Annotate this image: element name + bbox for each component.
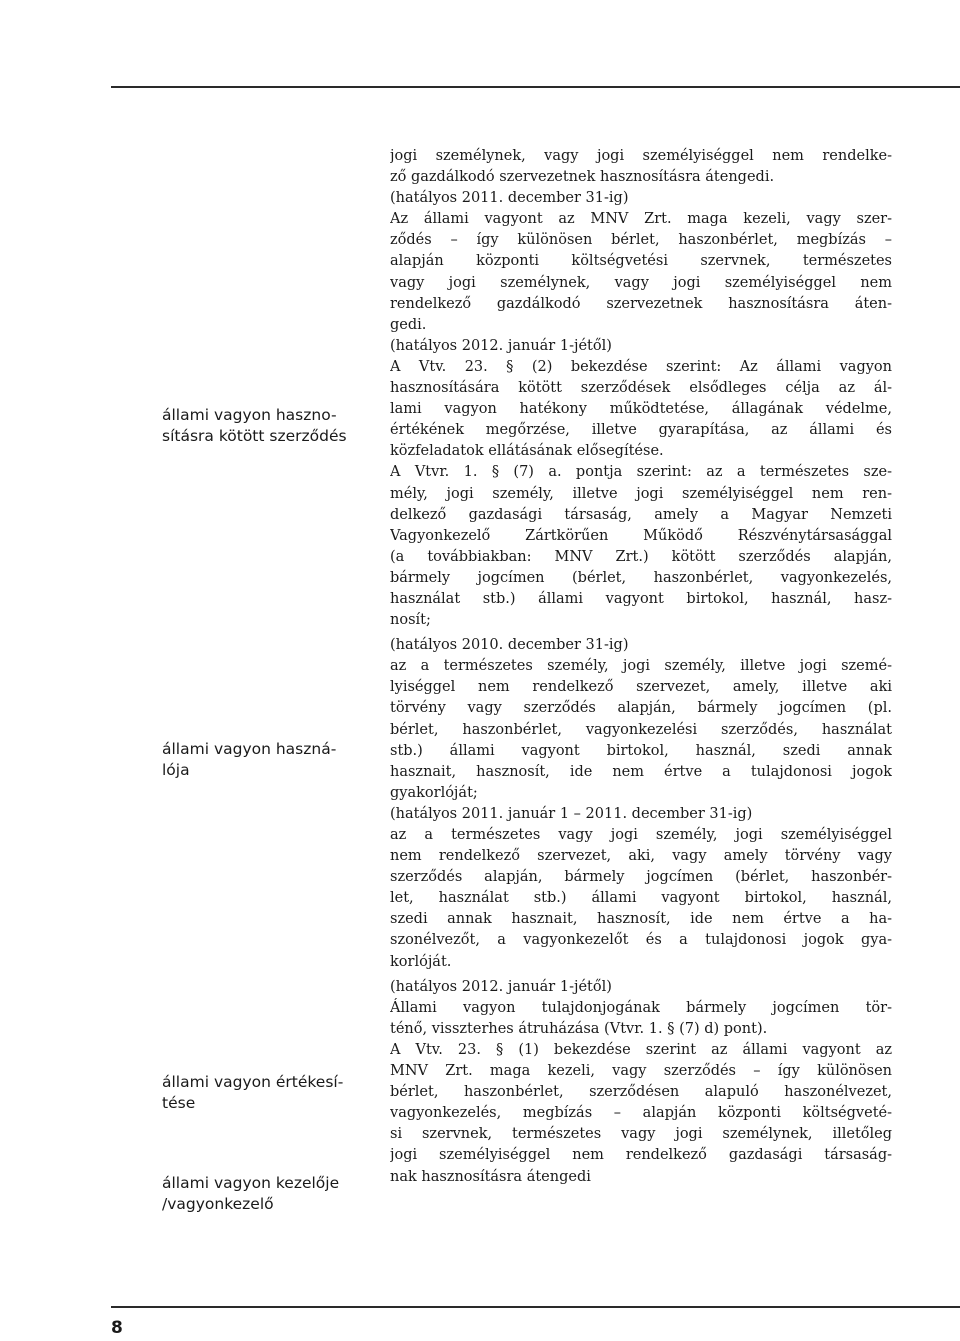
text-line: jogi személynek, vagy jogi személyiséggel nem rendelke- bbox=[390, 148, 892, 164]
margin-term-line: állami vagyon haszno- bbox=[162, 406, 337, 424]
term-allami-vagyon-hasznositasara-kotott-szerzodes bbox=[162, 405, 377, 447]
margin-term-line: /vagyonkezelő bbox=[162, 1195, 274, 1213]
text-line: alapján központi költségvetési szervnek, természetes bbox=[390, 253, 892, 270]
text-line: Állami vagyon tulajdonjogának bármely jogcímen tör- bbox=[390, 999, 892, 1016]
text-line: rendelkező gazdálkodó szervezetnek hasznosításra áten- bbox=[390, 295, 892, 312]
footer-rule bbox=[111, 1306, 960, 1308]
text-line: (hatályos 2011. január 1 – 2011. december 31-ig) bbox=[390, 805, 753, 822]
text-line: szonélvezőt, a vagyonkezelőt és a tulajdonosi jogok gya- bbox=[390, 932, 892, 949]
text-line: bérlet, haszonbérlet, vagyonkezelési szerződés, használat bbox=[390, 721, 892, 738]
text-line: gyakorlóját; bbox=[390, 784, 478, 801]
term-allami-vagyon-kezeloje bbox=[162, 1173, 377, 1215]
main-text-column bbox=[390, 146, 892, 1188]
text-line: (hatályos 2012. január 1-jétől) bbox=[390, 337, 612, 354]
text-line: az a természetes személy, jogi személy, illetve jogi szemé- bbox=[390, 658, 892, 675]
text-line: (hatályos 2011. december 31-ig) bbox=[390, 190, 629, 207]
text-line: szerződés alapján, bármely jogcímen (bérlet, haszonbér- bbox=[390, 869, 892, 886]
text-line: hasznait, hasznosít, ide nem értve a tulajdonosi jogok bbox=[390, 763, 892, 780]
text-line: vagyonkezelés, megbízás – alapján központi költségveté- bbox=[390, 1105, 892, 1122]
text-line: mély, jogi személy, illetve jogi személyiséggel nem ren- bbox=[390, 485, 892, 502]
text-line: (hatályos 2012. január 1-jétől) bbox=[390, 978, 612, 995]
text-line: si szervnek, természetes vagy jogi személynek, illetőleg bbox=[390, 1126, 892, 1143]
text-line: stb.) állami vagyont birtokol, használ, szedi annak bbox=[390, 742, 892, 759]
text-line: nem rendelkező szervezet, aki, vagy amely törvény vagy bbox=[390, 848, 892, 865]
text-line: értékének megőrzése, illetve gyarapítása, az állami és bbox=[390, 422, 892, 439]
text-line: használat stb.) állami vagyont birtokol, használ, hasz- bbox=[390, 590, 892, 607]
text-line: Vagyonkezelő Zártkörűen Működő Részvénytársasággal bbox=[390, 527, 892, 544]
margin-term-line: állami vagyon értékesí- bbox=[162, 1073, 344, 1091]
text-line: hasznosítására kötött szerződések elsődleges célja az ál- bbox=[390, 380, 892, 397]
text-line: vagy jogi személynek, vagy jogi személyiséggel nem bbox=[390, 274, 892, 291]
text-line: ténő, visszterhes átruházása (Vtvr. 1. § (7) d) pont). bbox=[390, 1020, 768, 1037]
text-line: bármely jogcímen (bérlet, haszonbérlet, vagyonkezelés, bbox=[390, 569, 892, 586]
margin-term-line: állami vagyon haszná- bbox=[162, 740, 337, 758]
text-line: delkező gazdasági társaság, amely a Magyar Nemzeti bbox=[390, 506, 892, 523]
text-line: ző gazdálkodó szervezetnek hasznosításra átengedi. bbox=[390, 169, 775, 186]
text-line: A Vtv. 23. § (1) bekezdése szerint az állami vagyont az bbox=[390, 1041, 892, 1058]
text-line: jogi személyiséggel nem rendelkező gazdasági társaság- bbox=[390, 1147, 892, 1164]
text-line: lyiséggel nem rendelkező szervezet, amely, illetve aki bbox=[390, 679, 892, 696]
text-line: lami vagyon hatékony működtetése, állagának védelme, bbox=[390, 401, 892, 418]
page-number: 8 bbox=[111, 1318, 123, 1338]
text-line: let, használat stb.) állami vagyont birtokol, használ, bbox=[390, 890, 892, 907]
text-line: ződés – így különösen bérlet, haszonbérlet, megbízás – bbox=[390, 232, 892, 249]
text-line: nak hasznosításra átengedi bbox=[390, 1168, 591, 1185]
text-line: A Vtvr. 1. § (7) a. pontja szerint: az a természetes sze- bbox=[390, 464, 892, 481]
text-line: (a továbbiakban: MNV Zrt.) kötött szerződés alapján, bbox=[390, 548, 892, 565]
text-line: gedi. bbox=[390, 316, 427, 333]
text-line: szedi annak hasznait, hasznosít, ide nem értve a ha- bbox=[390, 911, 892, 928]
text-line: közfeladatok ellátásának elősegítése. bbox=[390, 443, 664, 460]
margin-term-line: sításra kötött szerződés bbox=[162, 427, 347, 445]
term-allami-vagyon-ertekesitese bbox=[162, 1072, 377, 1114]
text-line: az a természetes vagy jogi személy, jogi személyiséggel bbox=[390, 827, 892, 843]
text-line: korlóját. bbox=[390, 953, 452, 970]
text-line: MNV Zrt. maga kezeli, vagy szerződés – így különösen bbox=[390, 1063, 892, 1080]
text-line: A Vtv. 23. § (2) bekezdése szerint: Az állami vagyon bbox=[390, 358, 892, 375]
header-rule bbox=[111, 86, 960, 88]
text-line: (hatályos 2010. december 31-ig) bbox=[390, 637, 629, 654]
text-line: törvény vagy szerződés alapján, bármely jogcímen (pl. bbox=[390, 700, 892, 717]
term-allami-vagyon-hasznaloja bbox=[162, 739, 377, 781]
text-line: nosít; bbox=[390, 612, 431, 629]
margin-term-line: állami vagyon kezelője bbox=[162, 1174, 340, 1192]
text-line: Az állami vagyont az MNV Zrt. maga kezeli, vagy szer- bbox=[390, 211, 892, 228]
text-line: bérlet, haszonbérlet, szerződésen alapuló haszonélvezet, bbox=[390, 1084, 892, 1101]
margin-term-line: tése bbox=[162, 1094, 196, 1112]
margin-term-line: lója bbox=[162, 761, 190, 779]
